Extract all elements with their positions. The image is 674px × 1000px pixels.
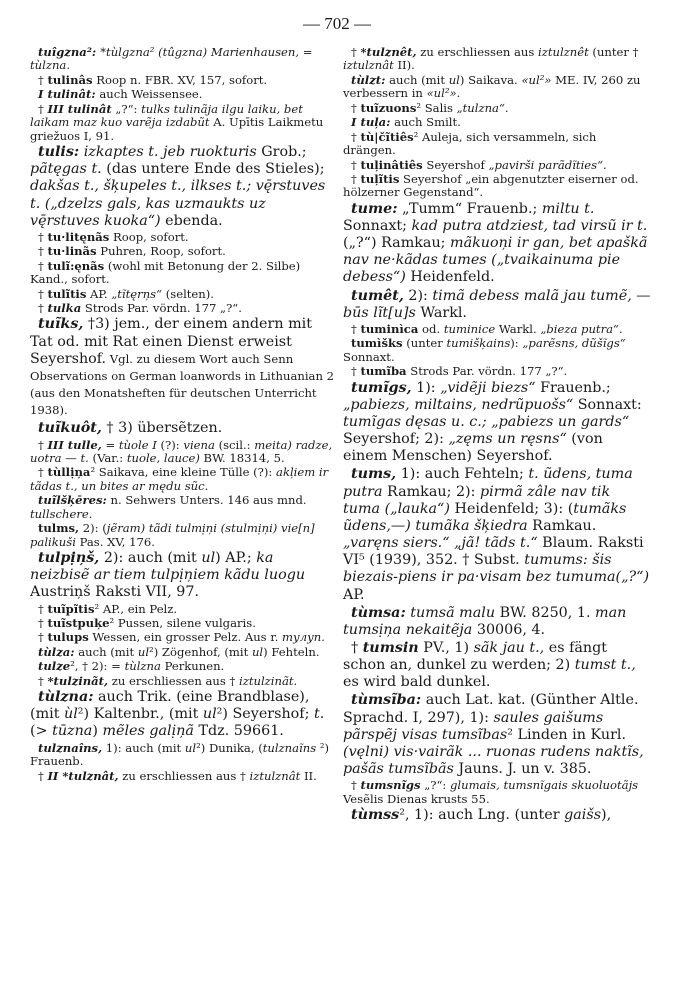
entry-text: † 3) übersẽtzen. [101, 420, 223, 437]
entry-text: man tumsịņa nekaitẽja [343, 604, 631, 638]
entry-headword: tuĩkuôt, [38, 420, 102, 437]
entry-text: „parẽsns, dũšĩgs“ [522, 336, 626, 351]
entry-text: Sonnaxt. [343, 336, 630, 364]
entry-text: auch Weissensee. [95, 87, 203, 102]
entry-text: «ul²». [426, 86, 461, 101]
entry-headword: tùlzna: [38, 689, 94, 706]
entry-text: zu erschliessen aus † [118, 768, 250, 783]
entry-text: ebenda. [160, 212, 223, 229]
entry-headword: tuĩstpuķe [47, 615, 110, 630]
entry-headword: tuļinâtiês [360, 157, 423, 172]
entry-text: iztulzinãt. [239, 673, 298, 688]
entry-text: (vęlni) vis·vairãk ... ruonas rudens naktĩs, pašãs tumsĩbãs [343, 743, 649, 778]
entry-text: 2): [403, 287, 433, 304]
entry-text: Warkl. [495, 321, 541, 336]
entry-text: „Tumm“ Frauenb.; [397, 200, 542, 217]
entry-text: Vgl. zu diesem Wort auch Senn Observations on German loanwords in Lithuanian 2 (aus den Monatsheften für deutschen Unterricht 1938). [30, 351, 338, 418]
entry-headword: tu·linãs [47, 244, 97, 259]
entry-text: mãkuoņi ir gan, bet apaškã nav ne·kãdas tumes („tvaikainuma pie debess“) [343, 235, 652, 286]
entry-headword: tuĩpĩtis [47, 601, 95, 616]
entry-text: 1): auch Fehteln; [396, 466, 529, 483]
entry-text: dakšas t., šķupeles t., ilkses t.; vę̄rstuves t. („dzelzs gals, kas uzmaukts uz vę̄rstuves kuoka“) [30, 178, 330, 229]
entry-text: timã debess malã jau tumẽ, — būs lĩt[u]s [343, 287, 656, 321]
entry-text: n. Sehwers Unters. 146 aus mnd. [106, 493, 311, 508]
entry-text: tulks tulinãja ilgu laiku, bet laikam maz kuo varẽja izdabũt [30, 101, 307, 130]
entry-text: 1): auch (mit [102, 740, 185, 755]
entry-text: II). [393, 58, 415, 73]
entry-text: † [351, 171, 361, 186]
dictionary-entry [343, 102, 651, 115]
entry-headword: tùmsĩba: [351, 692, 422, 709]
dictionary-entry [30, 103, 335, 143]
dictionary-entry [343, 779, 651, 806]
dictionary-entry [30, 288, 335, 301]
entry-text: iztulznât [343, 58, 394, 73]
entry-text: tullschere. [30, 506, 93, 521]
entry-text: akļiem ir tãdas t., un bites ar mędu sũc. [30, 465, 332, 493]
dictionary-entry [30, 260, 335, 287]
entry-text: PV., 1) [418, 640, 474, 656]
entry-text: ul [251, 644, 264, 659]
entry-headword: tùmsa: [351, 604, 406, 621]
entry-headword: tulĩ:ęnãs [47, 258, 105, 273]
entry-text: (unter [402, 336, 447, 351]
entry-text: Sonnaxt: [573, 396, 647, 413]
entry-headword: tumsnĩgs [360, 778, 421, 793]
entry-headword: I tuļa: [351, 115, 391, 130]
entry-text: † [351, 129, 361, 144]
entry-text: tùlzna [124, 659, 161, 674]
entry-text: glumais, tumsnĩgais skuoluotãjs [449, 778, 639, 793]
entry-text: AP. [86, 286, 112, 301]
entry-text: ²) Kaltenbr., (mit [77, 706, 203, 723]
entry-headword: tù|čĩtiês [360, 129, 414, 144]
entry-text: Wessen, ein grosser Pelz. Aus r. [88, 630, 282, 645]
dictionary-entry [343, 131, 651, 158]
entry-text: Seyershof; 2): [343, 413, 634, 448]
dictionary-entry [30, 420, 335, 437]
entry-text: od. [418, 321, 444, 336]
dictionary-entry [30, 550, 335, 601]
entry-text: ul [184, 740, 197, 755]
entry-headword: III tulle, [47, 437, 102, 452]
entry-text: † [38, 244, 48, 259]
entry-text: ul [448, 72, 460, 87]
entry-text: ², 1): auch Lng. (unter [399, 807, 565, 824]
entry-text: (> [30, 706, 329, 740]
entry-headword: tuĩlšķēres: [38, 493, 107, 508]
entry-headword: tumsin [362, 640, 419, 656]
entry-headword: tumìšks [351, 336, 403, 351]
entry-headword: tulze [38, 659, 71, 674]
dictionary-entry [30, 466, 335, 493]
entry-text: auch (mit [385, 72, 449, 87]
entry-text: gaišs [564, 807, 602, 824]
entry-text: ): [510, 336, 523, 351]
entry-text: ² Salis [416, 100, 457, 115]
entry-headword: tulinâs [47, 72, 93, 87]
entry-headword: tulpịņš, [38, 550, 100, 567]
entry-text: †3) jem., der einem andern mit Tat od. mit Rat einen Dienst erweist Seyershof. [30, 316, 317, 367]
entry-text: Heidenfeld. [405, 269, 495, 286]
dictionary-entry [343, 380, 651, 466]
entry-text: „?“: [111, 101, 142, 116]
entry-text: „vidẽji biezs“ [440, 379, 536, 396]
dictionary-entry [30, 316, 338, 419]
entry-headword: II *tulznât, [47, 768, 119, 783]
entry-text: тулуп. [281, 630, 325, 645]
dictionary-entry [343, 116, 651, 129]
entry-headword: tulups [47, 630, 89, 645]
entry-text: ² Pussen, silene vulgaris. [109, 615, 256, 630]
dictionary-entry [30, 770, 335, 783]
dictionary-entry [343, 807, 651, 824]
entry-text: Jauns. J. un v. 385. [453, 761, 592, 778]
dictionary-entry [30, 631, 335, 644]
entry-text: sãk jau t., [473, 640, 545, 656]
entry-text: † [38, 465, 48, 480]
entry-text: ²) Seyershof; [216, 706, 314, 723]
dictionary-entry [30, 74, 335, 87]
entry-text: (selten). [162, 286, 214, 301]
entry-text: meita) radze, uotra — t. [30, 437, 336, 465]
entry-text: Blaum. Raksti VI⁵ (1939), 352. † Subst. [343, 535, 649, 569]
entry-text: Sonnaxt; [343, 200, 599, 234]
dictionary-entry [30, 439, 335, 466]
dictionary-entry [343, 605, 651, 639]
entry-text: kad putra atdziest, tad virsũ ir t. [411, 217, 648, 234]
entry-text: tumsã malu [410, 604, 496, 621]
entry-headword: tùlza: [38, 644, 75, 659]
entry-headword: tuîgzna [38, 45, 87, 59]
entry-text: Roop n. FBR. XV, 157, sofort. [92, 72, 268, 87]
entry-text: „bieza putra“. [540, 321, 623, 336]
entry-text: ME. IV, 260 zu verbessern in [343, 72, 645, 101]
entry-text: † [38, 630, 48, 645]
entry-headword: tùlzt: [351, 72, 386, 87]
entry-text: † [351, 321, 361, 336]
entry-text: ), [601, 807, 612, 824]
entry-text: saules gaišums pãrspẽj visas tumsĩbas [343, 709, 608, 743]
entry-headword: tuĩks, [38, 316, 84, 333]
entry-text: Tdz. 59661. [193, 723, 284, 740]
entry-headword: III tulinât [47, 101, 112, 116]
dictionary-column-left [30, 45, 338, 784]
entry-text: tuminice [443, 321, 496, 336]
entry-text: † [38, 72, 48, 87]
entry-text: zu erschliessen aus [416, 45, 538, 59]
entry-text: † [38, 101, 48, 116]
page-header: — 702 — [303, 14, 371, 33]
dictionary-entry [343, 287, 656, 322]
entry-text: A. Upītis Laikmetu griežuos I, 91. [30, 115, 327, 143]
entry-text: auch Trik. (eine Brandblase), (mit [30, 689, 314, 723]
entry-headword: tulznaîns, [38, 740, 103, 755]
entry-text: Warkl. [415, 304, 467, 321]
entry-text: tumĩgas dęsas u. c.; „pabiezs un gards“ [343, 413, 630, 430]
dictionary-entry [343, 692, 651, 778]
entry-text: Strods Par. vördn. 177 „?“. [81, 301, 242, 316]
entry-text: Grob.; [256, 144, 312, 161]
entry-text: tumums: šis biezais-piens ir pa·visam bez tumuma(„?“) [343, 552, 650, 586]
entry-text: Seyershof „ein abgenutzter eiserner od. hölzerner Gegenstand“. [343, 171, 643, 200]
dictionary-entry [30, 675, 335, 688]
entry-text: auch Lat. kat. (Günther Altle. Sprachd. I, 297), 1): [343, 692, 644, 726]
entry-text: † [351, 364, 361, 379]
entry-text: ka neizbisẽ ar tiem tulpịņiem kãdu luogu [30, 550, 306, 584]
entry-text: „pavirši parãdĩties“. [488, 157, 607, 172]
entry-headword: tume: [351, 200, 398, 217]
entry-text: tumst t., [574, 657, 636, 674]
entry-text: = [101, 437, 119, 452]
entry-text: Seyershof [422, 157, 489, 172]
entry-headword: *tulzinãt, [47, 673, 109, 688]
entry-headword: tuļĩtis [360, 171, 400, 186]
entry-text: izkaptes t. jeb ruokturis [79, 144, 257, 161]
entry-text: zu erschliessen aus † [108, 673, 240, 688]
dictionary-entry [30, 689, 335, 740]
entry-headword: tu·litęnãs [47, 229, 110, 244]
entry-headword: tumĩba [360, 364, 407, 379]
entry-text: iztulznât [249, 768, 301, 783]
entry-text: Austriņš Raksti VII, 97. [30, 567, 310, 601]
entry-text: 1): [411, 379, 441, 396]
entry-text: (scil.: [214, 437, 255, 452]
entry-headword: tumêt, [351, 287, 404, 304]
entry-text: AP. [343, 569, 654, 603]
dictionary-entry [343, 201, 651, 287]
entry-text: ) Fehteln. [263, 644, 320, 659]
entry-text: BW. 8250, 1. [495, 604, 596, 621]
entry-text: II. [300, 768, 317, 783]
dictionary-column-right [343, 45, 656, 825]
entry-text: Strods Par. vördn. 177 „?“. [406, 364, 568, 379]
entry-headword: tumĩgs, [351, 379, 412, 396]
dictionary-entry [343, 466, 654, 603]
entry-text: es fängt schon an, dunkel zu werden; 2) [343, 640, 612, 674]
entry-text: (Var.: [88, 451, 127, 465]
entry-text: viena [183, 437, 215, 452]
entry-text: „pabiezs, miltains, nedrũpuošs“ [343, 396, 574, 413]
entry-text: tùole I [118, 437, 157, 452]
entry-text: miltu t. [541, 200, 595, 217]
entry-text: † [351, 157, 361, 172]
entry-headword: tulka [47, 301, 82, 316]
dictionary-entry [30, 231, 335, 244]
entry-text: † [38, 301, 48, 316]
entry-text: „varęns siers.“ „jã! tãds t.“ [343, 535, 538, 552]
entry-text: ùl [64, 706, 78, 723]
entry-text: ul [201, 550, 216, 567]
entry-text: (?): [156, 437, 184, 452]
dictionary-entry [30, 245, 335, 258]
entry-text: † [38, 258, 48, 273]
dictionary-entry [30, 617, 335, 630]
entry-headword: *tulznêt, [360, 45, 417, 59]
dictionary-entry [30, 46, 335, 73]
entry-text: „?“: [420, 778, 450, 793]
entry-text: tumišķains [446, 336, 511, 351]
entry-headword: tuminìca [360, 321, 419, 336]
entry-text: † [38, 768, 48, 783]
entry-headword: tùmss [351, 807, 400, 824]
entry-text: ) Saikava. [459, 72, 522, 87]
entry-text: † [38, 286, 48, 301]
dictionary-entry [30, 144, 335, 230]
entry-text: 30006, 4. [472, 621, 546, 638]
dictionary-entry [343, 173, 651, 200]
entry-headword: ²: [86, 45, 101, 59]
entry-text: ² AP., ein Pelz. [94, 601, 178, 616]
entry-text: tumãks ũdens,—) tumãka šķiedra [343, 500, 631, 534]
dictionary-entry [343, 337, 651, 364]
entry-text: pirmã zâle nav tik tuma („lauka“) [343, 483, 615, 517]
entry-text: 2): ( [79, 521, 107, 536]
entry-text: t. ũdens, tuma putra [343, 466, 638, 500]
entry-text: † [38, 615, 48, 630]
dictionary-entry [343, 46, 651, 73]
entry-text: ) [92, 723, 103, 740]
entry-headword: tùllịņa [47, 465, 91, 480]
dictionary-entry [30, 742, 335, 769]
entry-text: † [351, 45, 361, 59]
dictionary-entry [30, 302, 335, 315]
entry-headword: tulis: [38, 144, 80, 161]
entry-text: tuole, lauce) [126, 451, 200, 465]
entry-text: t. [313, 706, 325, 723]
entry-text: Ramkau; 2): [382, 483, 480, 500]
entry-text: † [351, 778, 361, 793]
entry-text: (von einem Menschen) Seyershof. [343, 431, 608, 465]
entry-text: „tĩtęrņs“ [111, 286, 163, 301]
entry-text: Vesẽlis Dienas krusts 55. [343, 778, 642, 806]
entry-text: ul [137, 644, 150, 659]
entry-text: es wird bald dunkel. [343, 657, 641, 691]
entry-text: (unter † [588, 45, 643, 59]
dictionary-entry [343, 74, 651, 101]
entry-text: „tulzna“. [456, 100, 509, 115]
entry-text: ² Auleja, sich versammeln, sich drängen. [343, 129, 601, 158]
entry-headword: tulĩtis [47, 286, 87, 301]
entry-text: mẽles galịņã [102, 723, 194, 740]
entry-headword: I tulinât: [38, 87, 96, 102]
entry-text: Perkunen. [160, 659, 225, 674]
entry-text: † [38, 229, 48, 244]
entry-text: ) AP.; [215, 550, 257, 567]
entry-text: BW. 18314, 5. [199, 451, 285, 465]
entry-text: «ul²» [521, 72, 552, 87]
entry-text: ul [202, 706, 217, 723]
dictionary-entry [30, 603, 335, 616]
entry-text: auch Smilt. [390, 115, 461, 130]
entry-text: Ramkau. [527, 517, 601, 534]
entry-text: ²) Zögenhof, (mit [149, 644, 252, 659]
dictionary-entry [343, 640, 651, 691]
entry-text: jẽram) tãdi tulmịņi (stulmịņi) vie[n] palikuši [30, 521, 319, 549]
entry-text: iztulznêt [538, 45, 589, 59]
entry-headword: tums, [351, 466, 397, 483]
entry-text: † [38, 601, 48, 616]
entry-text: tulznaĩns [262, 740, 317, 755]
dictionary-entry [30, 522, 335, 549]
entry-text: Heidenfeld; 3): ( [449, 500, 574, 517]
entry-text: † [38, 673, 48, 688]
entry-text: „zęms un ręsns“ [448, 431, 567, 448]
entry-text: Frauenb.; [535, 379, 616, 396]
entry-text: Puhren, Roop, sofort. [96, 244, 226, 259]
entry-text: *tùlgzna² (tûgzna) Marienhausen, = tùlzna. [30, 45, 317, 73]
dictionary-entry [30, 660, 335, 673]
dictionary-entry [343, 365, 651, 378]
entry-text: ² Linden in Kurl. [507, 726, 631, 743]
dictionary-entry [343, 323, 651, 336]
entry-text: Pas. XV, 176. [75, 534, 155, 549]
entry-text: pãtęgas t. [30, 161, 102, 178]
entry-text: ²) Frauenb. [30, 740, 333, 769]
entry-text: (wohl mit Betonung der 2. Silbe) Kand., sofort. [30, 258, 304, 287]
dictionary-entry [343, 159, 651, 172]
entry-text: Roop, sofort. [109, 229, 189, 244]
entry-text: † [351, 100, 361, 115]
dictionary-entry [30, 494, 335, 521]
entry-text: † [351, 640, 363, 656]
entry-headword: tuĩzuons [360, 100, 417, 115]
entry-text: (das untere Ende des Stieles); [101, 161, 330, 178]
entry-text: tūzna [52, 723, 93, 740]
entry-text: ²) Dunika, ( [196, 740, 263, 755]
entry-headword: tulms, [38, 521, 80, 536]
dictionary-entry [30, 646, 335, 659]
entry-text: 2): auch (mit [99, 550, 202, 567]
entry-text: ² Saikava, eine kleine Tülle (?): [90, 465, 277, 480]
entry-text: † [38, 437, 48, 452]
entry-text: ², † 2): = [70, 659, 125, 674]
entry-text: auch (mit [74, 644, 138, 659]
entry-text: („?“) Ramkau; [343, 217, 652, 252]
dictionary-entry [30, 88, 335, 101]
